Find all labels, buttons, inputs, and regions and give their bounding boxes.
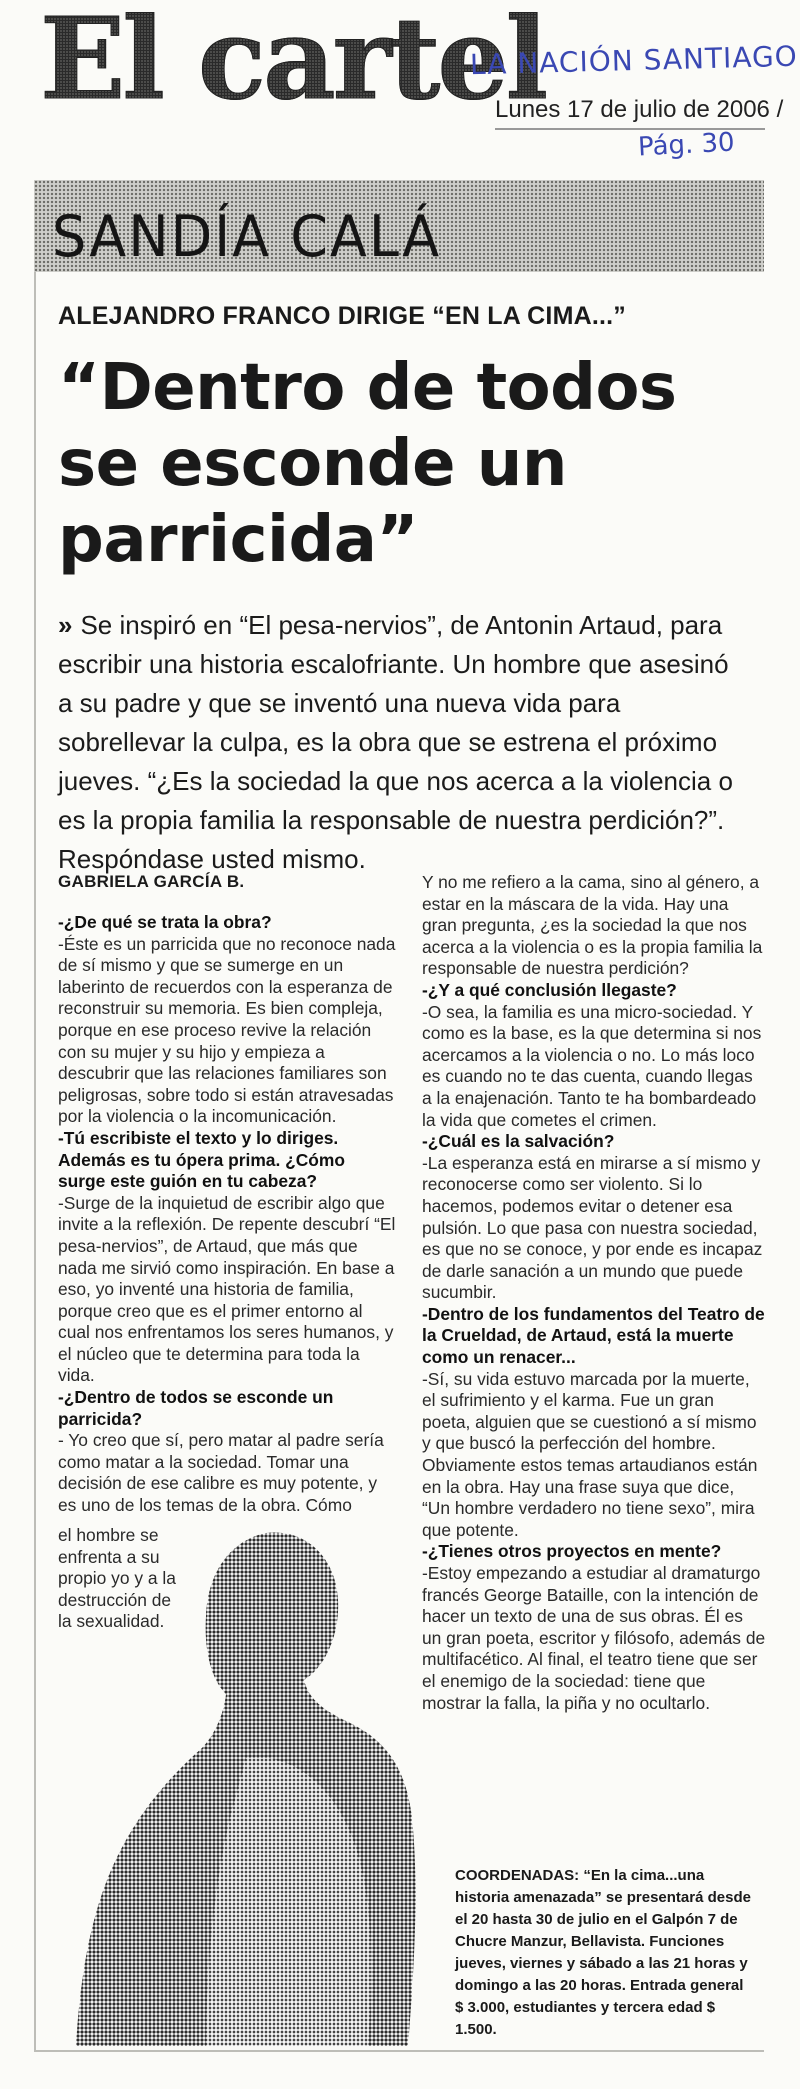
article-lede (58, 606, 748, 879)
byline: GABRIELA GARCÍA B. (58, 872, 245, 891)
question-paragraph: -¿De qué se trata la obra? (58, 912, 272, 932)
lede-arrow-icon: » (58, 610, 73, 640)
article-headline: “Dentro de todos se esconde un parricida” (58, 351, 677, 577)
handwritten-source-note: LA NACIÓN SANTIAGO (469, 39, 799, 82)
section-title: SANDÍA CALÁ (52, 203, 442, 270)
lede-text: Se inspiró en “El pesa-nervios”, de Antonin Artaud, para escribir una historia escalofriante. Un hombre que asesinó a su padre y que se inventó una nueva vida para sobrellevar la culpa, es la obra que se estrena el próximo jueves. “¿Es la sociedad la que nos acerca a la violencia o es la propia familia la responsable de nuestra perdición?”. Respóndase usted mismo. (58, 610, 733, 874)
photo-wrap-text: el hombre se enfrenta a su propio yo y a la destrucción de la sexualidad. (58, 1525, 176, 1632)
question-paragraph: -¿Y a qué conclusión llegaste? (422, 979, 677, 1000)
answer-paragraph: -O sea, la familia es una micro-sociedad. Y como es la base, es la que determina si nos acercamos a la violencia o no. Lo más loco es cuando no te das cuenta, cuando llegas a la enajenación. Tanto te ha bombardeado la vida que cometes el crimen. (422, 1001, 762, 1130)
issue-date: Lunes 17 de julio de 2006 / (495, 96, 784, 123)
answer-paragraph: -Éste es un parricida que no reconoce nada de sí mismo y que se sumerge en un laberinto de recuerdos con la esperanza de reconstruir su memoria. Es bien compleja, porque en ese proceso revive la relación con su mujer y su hijo y empieza a descubrir que las relaciones familiares son peligrosas, sobre todo si están atravesadas por la violencia o la incomunicación. (58, 933, 396, 1127)
masthead-title: El cartel (40, 0, 546, 125)
question-paragraph: -¿Cuál es la salvación? (422, 1131, 615, 1152)
question-paragraph: -Dentro de los fundamentos del Teatro de la Crueldad, de Artaud, está la muerte como un renacer... (422, 1303, 765, 1368)
question-paragraph: -¿Tienes otros proyectos en mente? (422, 1541, 722, 1562)
answer-paragraph: -Estoy empezando a estudiar al dramaturgo francés George Bataille, con la intención de hacer un texto de una de sus obras. Él es un gran poeta, escritor y filósofo, además de multifacético. Al final, el teatro tiene que ser el enemigo de la sociedad: tiene que mostrar la falla, la piña y no ocultarlo. (422, 1563, 766, 1713)
answer-paragraph: -Surge de la inquietud de escribir algo que invite a la reflexión. De repente descubrí “El pesa-nervios”, de Artaud, que más que nada me sirvió como inspiración. En base a eso, yo inventé una historia de familia, porque creo que es el primer entorno al cual nos enfrentamos los seres humanos, y el núcleo que te determina para toda la vida. (58, 1192, 396, 1386)
question-paragraph: -¿Dentro de todos se esconde un parricida? (58, 1387, 334, 1429)
answer-paragraph: -Sí, su vida estuvo marcada por la muerte, el sufrimiento y el karma. Fue un gran poeta, alguien que se cuestionó a sí mismo y que buscó la perfección del hombre. Obviamente estos temas artaudianos están en la obra. Hay una frase suya que dice, “Un hombre verdadero no tiene sexo”, mira que potente. (422, 1368, 758, 1540)
frame-bottom-rule (34, 2050, 764, 2052)
frame-left-rule (34, 180, 36, 2050)
article-subhead: ALEJANDRO FRANCO DIRIGE “EN LA CIMA...” (58, 302, 626, 330)
answer-paragraph: - Yo creo que sí, pero matar al padre sería como matar a la sociedad. Tomar una decisión de ese calibre es muy potente, y es uno de los temas de la obra. Cómo (58, 1430, 384, 1516)
question-paragraph: -Tú escribiste el texto y lo diriges. Además es tu ópera prima. ¿Cómo surge este guión en tu cabeza? (58, 1127, 346, 1192)
right-column (422, 872, 767, 1714)
event-info-box: COORDENADAS: “En la cima...una historia amenazada” se presentará desde el 20 hasta 30 de julio en el Galpón 7 de Chucre Manzur, Bellavista. Funciones jueves, viernes y sábado a las 21 horas y domingo a las 20 horas. Entrada general $ 3.000, estudiantes y tercera edad $ 1.500. (455, 1867, 751, 2038)
handwritten-page-note: Pág. 30 (637, 127, 736, 163)
answer-paragraph: -La esperanza está en mirarse a sí mismo y reconocerse como ser violento. Si lo hacemos, podemos evitar o detener esa pulsión. Lo que pasa con nuestra sociedad, es que no se conoce, y por ende es incapaz de darle sanación a un mundo que puede sucumbir. (422, 1152, 763, 1303)
left-column (58, 912, 396, 1517)
answer-paragraph: Y no me refiero a la cama, sino al género, a estar en la máscara de la vida. Hay una gran pregunta, ¿es la sociedad la que nos acerca a la violencia o es la propia familia la responsable de nuestra perdición? (422, 872, 763, 979)
